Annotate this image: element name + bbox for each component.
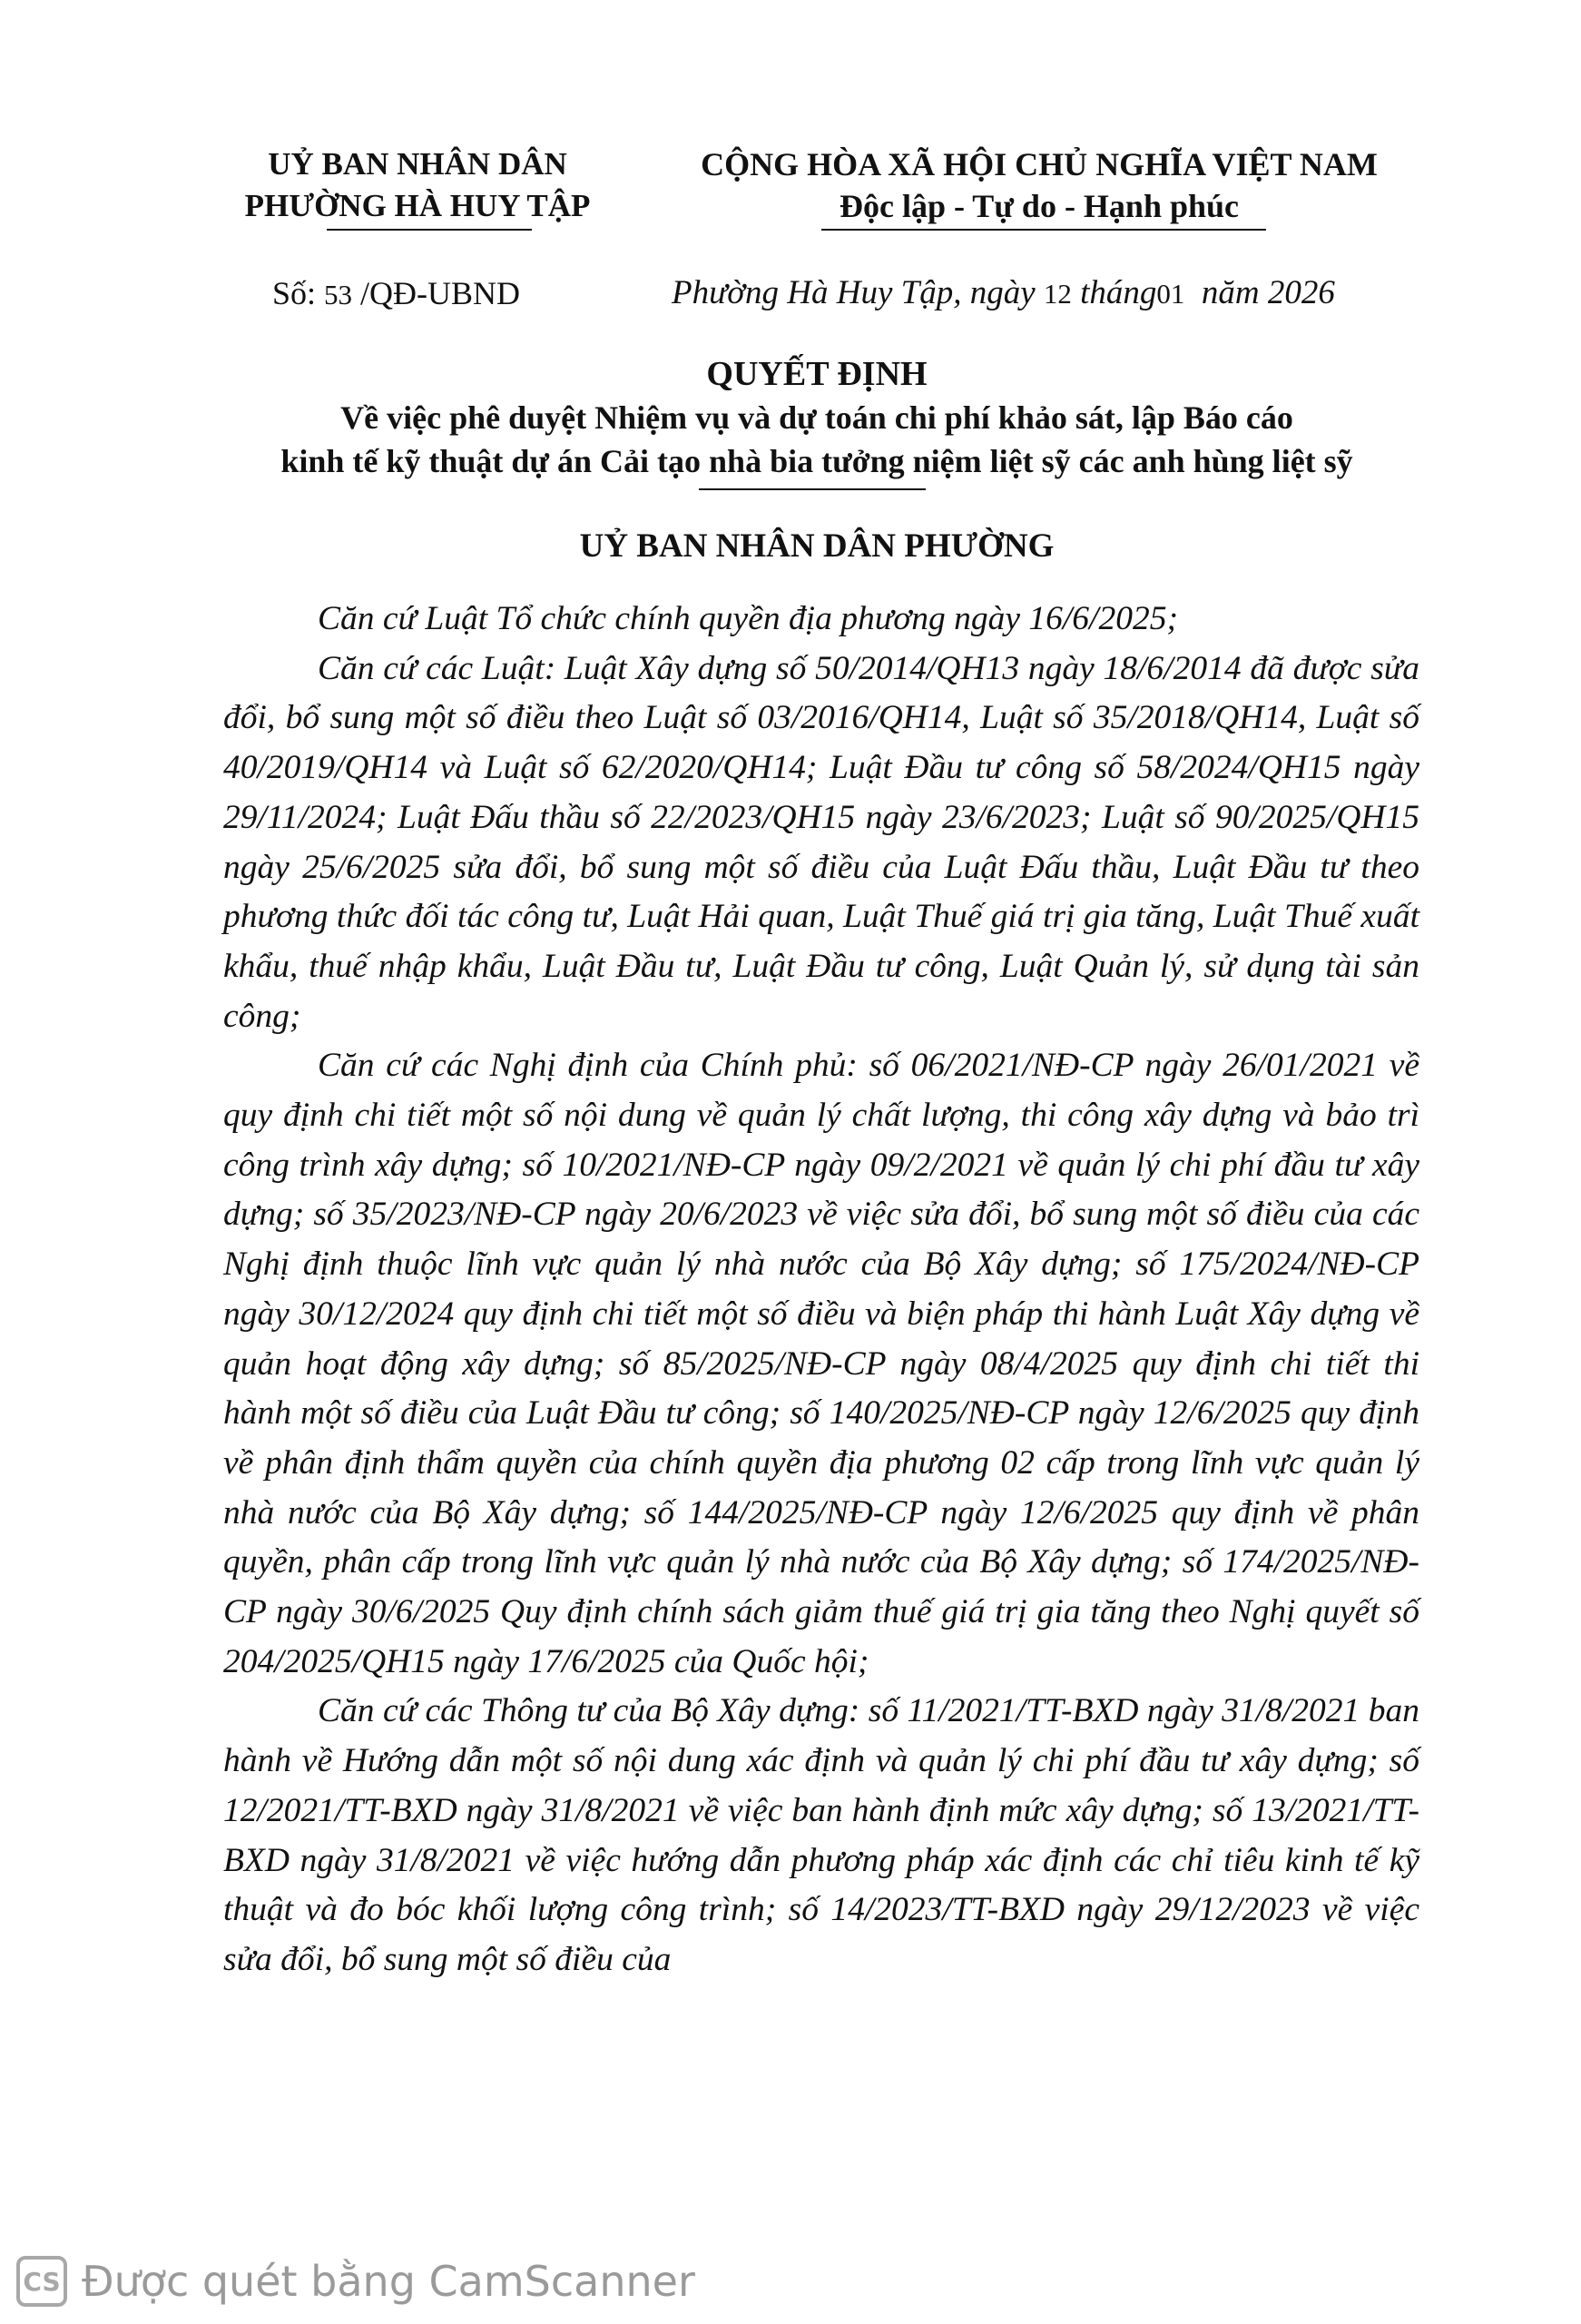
decision-heading: QUYẾT ĐỊNH	[706, 355, 928, 393]
authority-heading: UỶ BAN NHÂN DÂN PHƯỜNG	[579, 527, 1055, 565]
document-number-value: 53	[324, 279, 353, 310]
slogan-underline	[821, 229, 1266, 231]
place-and-date	[672, 272, 1335, 315]
title-underline	[699, 488, 926, 490]
date-place: Phường Hà Huy Tập, ngày	[672, 274, 1036, 311]
date-year: năm 2026	[1201, 274, 1335, 311]
issuing-authority	[191, 143, 644, 227]
camscanner-logo-icon: CS	[16, 2256, 67, 2307]
legal-basis-paragraph: Căn cứ Luật Tổ chức chính quyền địa phương ngày 16/6/2025;	[318, 600, 1178, 637]
legal-basis-paragraph: Căn cứ các Thông tư của Bộ Xây dựng: số 11/2021/TT-BXD ngày 31/8/2021 ban hành về Hướng dẫn một số nội dung xác định và quản lý chi phí đầu tư xây dựng; số 12/2021/TT-BXD ngày 31/8/2021 về việc ban hành định mức xây dựng; số 13/2021/TT-BXD ngày 31/8/2021 về việc hướng dẫn phương pháp xác định các chỉ tiêu kinh tế kỹ thuật và đo bóc khối lượng công trình; số 14/2023/TT-BXD ngày 29/12/2023 về việc sửa đổi, bổ sung một số điều của	[223, 1692, 1419, 1978]
authority-underline	[327, 229, 532, 231]
legal-basis-paragraph: Căn cứ các Nghị định của Chính phủ: số 06/2021/NĐ-CP ngày 26/01/2021 về quy định chi tiết một số nội dung về quản lý chất lượng, thi công xây dựng và bảo trì công trình xây dựng; số 10/2021/NĐ-CP ngày 09/2/2021 về quản lý chi phí đầu tư xây dựng; số 35/2023/NĐ-CP ngày 20/6/2023 về việc sửa đổi, bổ sung một số điều của các Nghị định thuộc lĩnh vực quản lý nhà nước của Bộ Xây dựng; số 175/2024/NĐ-CP ngày 30/12/2024 quy định chi tiết một số điều và biện pháp thi hành Luật Xây dựng về quản hoạt động xây dựng; số 85/2025/NĐ-CP ngày 08/4/2025 quy định chi tiết thi hành một số điều của Luật Đầu tư công; số 140/2025/NĐ-CP ngày 12/6/2025 quy định về phân định thẩm quyền của chính quyền địa phương 02 cấp trong lĩnh vực quản lý nhà nước của Bộ Xây dựng; số 144/2025/NĐ-CP ngày 12/6/2025 quy định về phân quyền, phân cấp trong lĩnh vực quản lý nhà nước của Bộ Xây dựng; số 174/2025/NĐ-CP ngày 30/6/2025 Quy định chính sách giảm thuế giá trị gia tăng theo Nghị quyết số 204/2025/QH15 ngày 17/6/2025 của Quốc hội;	[223, 1047, 1419, 1680]
legal-basis	[223, 595, 1419, 1985]
national-name: CỘNG HÒA XÃ HỘI CHỦ NGHĨA VIỆT NAM	[701, 146, 1378, 182]
date-month-label: tháng	[1080, 274, 1157, 311]
decision-subject-line1: Về việc phê duyệt Nhiệm vụ và dự toán chi phí khảo sát, lập Báo cáo	[340, 399, 1293, 436]
national-motto	[653, 143, 1425, 227]
decision-subject-line2: kinh tế kỹ thuật dự án Cải tạo nhà bia tưởng niệm liệt sỹ các anh hùng liệt sỹ	[280, 443, 1353, 479]
document-number	[272, 272, 520, 316]
date-day: 12	[1043, 278, 1072, 310]
document-number-suffix: /QĐ-UBND	[360, 275, 521, 311]
document-number-label: Số:	[272, 275, 317, 311]
watermark-text: Được quét bằng CamScanner	[82, 2257, 695, 2306]
issuing-authority-line1: UỶ BAN NHÂN DÂN	[268, 146, 567, 182]
national-slogan: Độc lập - Tự do - Hạnh phúc	[839, 188, 1240, 224]
legal-basis-paragraph: Căn cứ các Luật: Luật Xây dựng số 50/2014/QH13 ngày 18/6/2014 đã được sửa đổi, bổ sung một số điều theo Luật số 03/2016/QH14, Luật số 35/2018/QH14, Luật số 40/2019/QH14 và Luật số 62/2020/QH14; Luật Đầu tư công số 58/2024/QH15 ngày 29/11/2024; Luật Đấu thầu số 22/2023/QH15 ngày 23/6/2023; Luật số 90/2025/QH15 ngày 25/6/2025 sửa đổi, bổ sung một số điều của Luật Đấu thầu, Luật Đầu tư theo phương thức đối tác công tư, Luật Hải quan, Luật Thuế giá trị gia tăng, Luật Thuế xuất khẩu, thuế nhập khẩu, Luật Đầu tư, Luật Đầu tư công, Luật Quản lý, sử dụng tài sản công;	[223, 649, 1419, 1035]
decision-title	[136, 352, 1498, 483]
issuing-authority-line2: PHƯỜNG HÀ HUY TẬP	[244, 188, 591, 223]
scanner-watermark	[16, 2250, 695, 2313]
date-month: 01	[1156, 278, 1185, 310]
